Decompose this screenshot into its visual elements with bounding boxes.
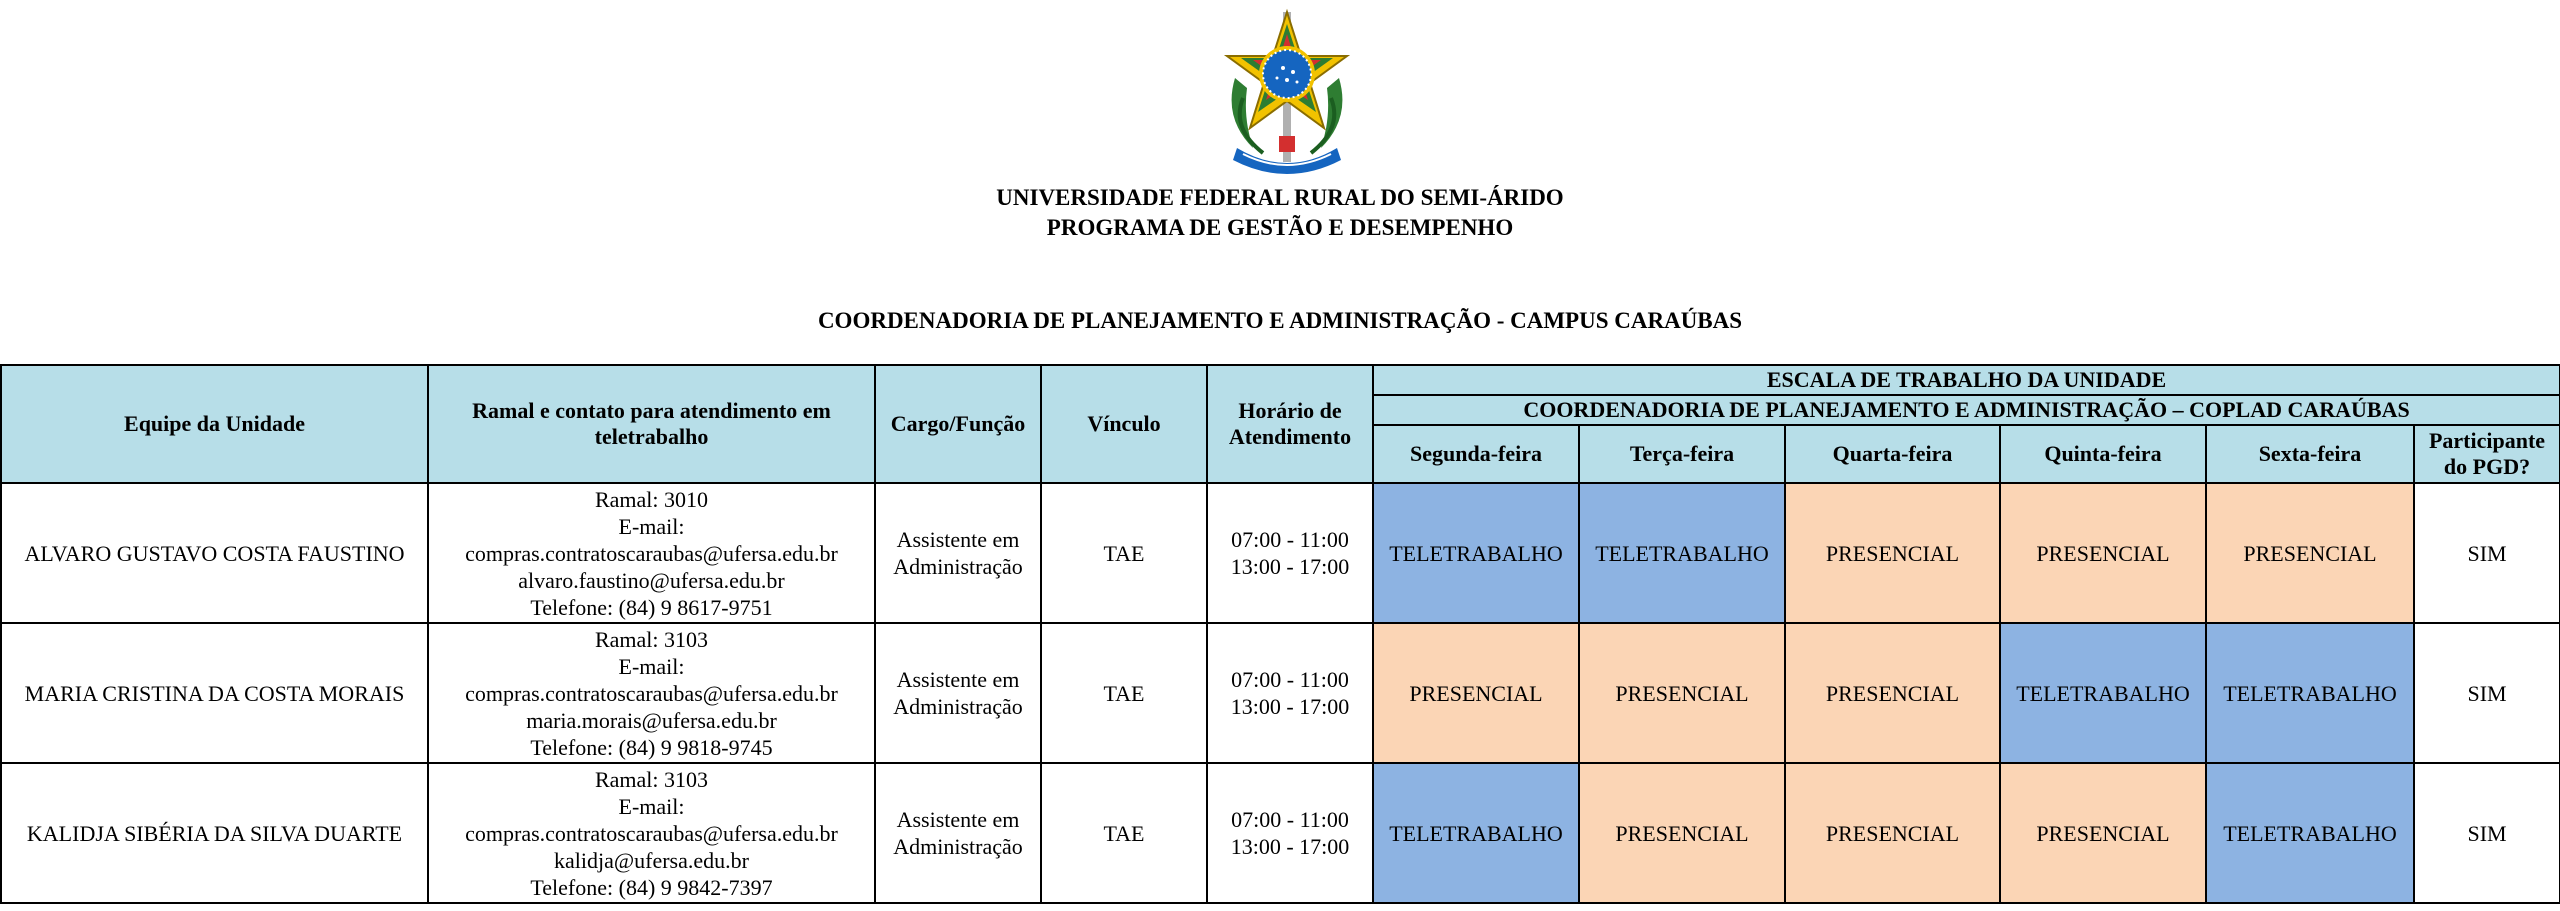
contact-cell [428, 623, 875, 763]
table-row [1, 763, 2560, 903]
program-title: PROGRAMA DE GESTÃO E DESEMPENHO [1046, 215, 1514, 240]
hours-morning: 07:00 - 11:00 [1231, 807, 1349, 832]
employee-name: KALIDJA SIBÉRIA DA SILVA DUARTE [1, 763, 428, 903]
contact-ramal: Ramal: 3010 [594, 486, 709, 512]
hours-afternoon: 13:00 - 17:00 [1230, 834, 1350, 859]
header-day-monday: Segunda-feira [1373, 425, 1579, 483]
employee-name: ALVARO GUSTAVO COSTA FAUSTINO [1, 483, 428, 623]
contact-phone: Telefone: (84) 9 9818-9745 [530, 734, 773, 760]
contact-ramal: Ramal: 3103 [594, 766, 709, 792]
work-schedule-table [0, 364, 2560, 904]
header-day-wednesday: Quarta-feira [1785, 425, 2000, 483]
day-wednesday-cell: PRESENCIAL [1785, 623, 2000, 763]
pgd-cell: SIM [2414, 483, 2560, 623]
day-friday-cell: PRESENCIAL [2206, 483, 2414, 623]
header-role: Cargo/Função [875, 365, 1041, 483]
coordination-title: COORDENADORIA DE PLANEJAMENTO E ADMINISTRAÇÃO - CAMPUS CARAÚBAS [817, 308, 1743, 333]
contact-ramal: Ramal: 3103 [594, 626, 709, 652]
header-day-friday: Sexta-feira [2206, 425, 2414, 483]
header-team: Equipe da Unidade [1, 365, 428, 483]
header-day-thursday: Quinta-feira [2000, 425, 2206, 483]
header-contact: Ramal e contato para atendimento em teletrabalho [428, 365, 875, 483]
pgd-cell: SIM [2414, 763, 2560, 903]
hours-cell [1207, 483, 1373, 623]
day-monday-cell: TELETRABALHO [1373, 483, 1579, 623]
table-row [1, 483, 2560, 623]
contact-email-shared: compras.contratoscaraubas@ufersa.edu.br [465, 820, 838, 846]
day-wednesday-cell: PRESENCIAL [1785, 483, 2000, 623]
day-thursday-cell: PRESENCIAL [2000, 763, 2206, 903]
coat-of-arms-emblem [1213, 8, 1361, 178]
university-title: UNIVERSIDADE FEDERAL RURAL DO SEMI-ÁRIDO [996, 185, 1564, 210]
header-hours: Horário de Atendimento [1207, 365, 1373, 483]
contact-cell [428, 763, 875, 903]
day-tuesday-cell: TELETRABALHO [1579, 483, 1785, 623]
table-row [1, 623, 2560, 763]
hours-afternoon: 13:00 - 17:00 [1230, 694, 1350, 719]
day-monday-cell: TELETRABALHO [1373, 763, 1579, 903]
header-schedule-unit: COORDENADORIA DE PLANEJAMENTO E ADMINISTRAÇÃO – COPLAD CARAÚBAS [1373, 395, 2560, 425]
pgd-cell: SIM [2414, 623, 2560, 763]
day-friday-cell: TELETRABALHO [2206, 763, 2414, 903]
role-cell: Assistente em Administração [875, 483, 1041, 623]
bond-cell: TAE [1041, 483, 1207, 623]
contact-email-label: E-mail: [618, 793, 685, 819]
role-cell: Assistente em Administração [875, 623, 1041, 763]
bond-cell: TAE [1041, 623, 1207, 763]
contact-email-personal: kalidja@ufersa.edu.br [554, 847, 749, 873]
hours-afternoon: 13:00 - 17:00 [1230, 554, 1350, 579]
contact-cell [428, 483, 875, 623]
hours-cell [1207, 623, 1373, 763]
day-tuesday-cell: PRESENCIAL [1579, 763, 1785, 903]
contact-email-personal: maria.morais@ufersa.edu.br [526, 707, 777, 733]
role-cell: Assistente em Administração [875, 763, 1041, 903]
day-tuesday-cell: PRESENCIAL [1579, 623, 1785, 763]
day-thursday-cell: PRESENCIAL [2000, 483, 2206, 623]
hours-morning: 07:00 - 11:00 [1231, 667, 1349, 692]
header-bond: Vínculo [1041, 365, 1207, 483]
day-monday-cell: PRESENCIAL [1373, 623, 1579, 763]
hours-cell [1207, 763, 1373, 903]
day-wednesday-cell: PRESENCIAL [1785, 763, 2000, 903]
header-schedule-title: ESCALA DE TRABALHO DA UNIDADE [1373, 365, 2560, 395]
header-pgd: Participante do PGD? [2414, 425, 2560, 483]
day-friday-cell: TELETRABALHO [2206, 623, 2414, 763]
hours-morning: 07:00 - 11:00 [1231, 527, 1349, 552]
contact-email-shared: compras.contratoscaraubas@ufersa.edu.br [465, 680, 838, 706]
contact-email-shared: compras.contratoscaraubas@ufersa.edu.br [465, 540, 838, 566]
contact-phone: Telefone: (84) 9 9842-7397 [530, 874, 773, 900]
contact-phone: Telefone: (84) 9 8617-9751 [530, 594, 773, 620]
day-thursday-cell: TELETRABALHO [2000, 623, 2206, 763]
contact-email-label: E-mail: [618, 513, 685, 539]
contact-email-personal: alvaro.faustino@ufersa.edu.br [518, 567, 785, 593]
contact-email-label: E-mail: [618, 653, 685, 679]
bond-cell: TAE [1041, 763, 1207, 903]
header-day-tuesday: Terça-feira [1579, 425, 1785, 483]
employee-name: MARIA CRISTINA DA COSTA MORAIS [1, 623, 428, 763]
